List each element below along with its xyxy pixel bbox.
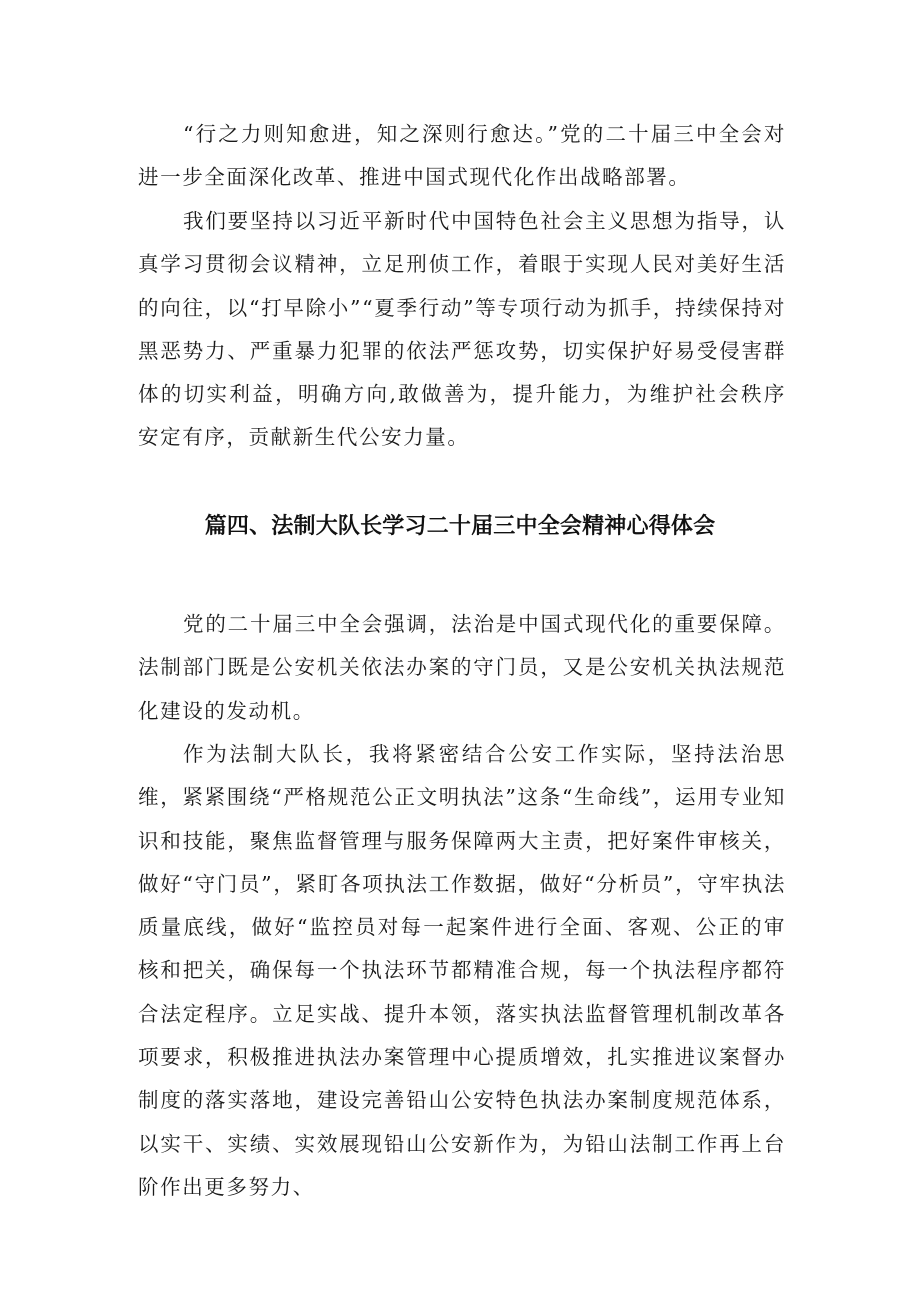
paragraph-study-commitment: 我们要坚持以习近平新时代中国特色社会主义思想为指导，认真学习贯彻会议精神，立足刑侦工作，着眼于实现人民对美好生活的向往，以“打早除小”“夏季行动”等专项行动为抓手，持续保持对黑恶势力、严重暴力犯罪的依法严惩攻势，切实保护好易受侵害群体的切实利益，明确方向,敢做善为，提升能力，为维护社会秩序安定有序，贡献新生代公安力量。: [138, 209, 786, 450]
section-heading: 篇四、法制大队长学习二十届三中全会精神心得体会: [204, 514, 716, 539]
paragraph-rule-of-law: 党的二十届三中全会强调，法治是中国式现代化的重要保障。法制部门既是公安机关依法办案的守门员，又是公安机关执法规范化建设的发动机。: [138, 612, 786, 723]
paragraph-legal-captain: 作为法制大队长，我将紧密结合公安工作实际，坚持法治思维，紧紧围绕“严格规范公正文明执法”这条“生命线”，运用专业知识和技能，聚焦监督管理与服务保障两大主责，把好案件审核关，做好“守门员”，紧盯各项执法工作数据，做好“分析员”，守牢执法质量底线，做好“监控员对每一起案件进行全面、客观、公正的审核和把关，确保每一个执法环节都精准合规，每一个执法程序都符合法定程序。立足实战、提升本领，落实执法监督管理机制改革各项要求，积极推进执法办案管理中心提质增效，扎实推进议案督办制度的落实落地，建设完善铅山公安特色执法办案制度规范体系，以实干、实绩、实效展现铅山公安新作为，为铅山法制工作再上台阶作出更多努力、: [138, 742, 786, 1199]
paragraph-opening-quote: “行之力则知愈进，知之深则行愈达。”党的二十届三中全会对进一步全面深化改革、推进中国式现代化作出战略部署。: [138, 122, 786, 190]
